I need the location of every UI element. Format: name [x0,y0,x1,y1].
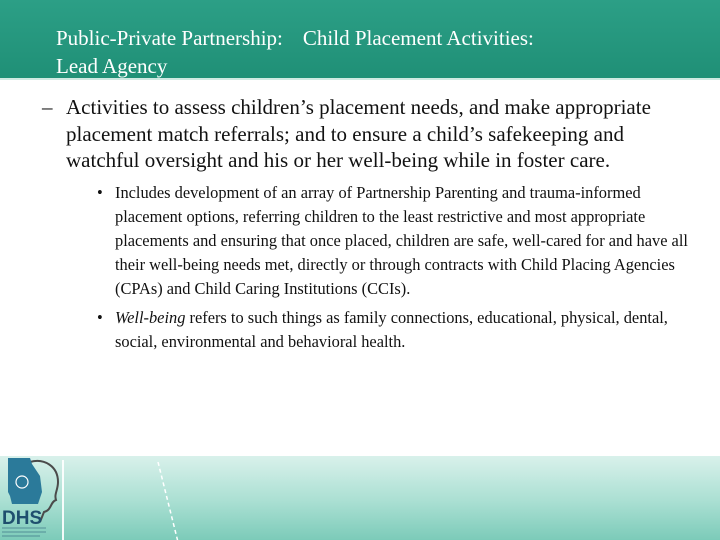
sub-bullet-2-text: refers to such things as family connections, educational, physical, dental, social, environmental and behavioral health. [115,307,668,351]
slide-title [56,24,696,80]
title-line-2: Lead Agency [56,54,168,78]
main-point [42,94,702,174]
georgia-map-icon [8,458,42,504]
decorative-dashed-line [150,462,190,540]
footer-band [0,456,720,540]
bullet-marker: • [97,307,103,327]
title-line-1 [56,24,696,52]
title-bar [0,0,720,80]
dash-marker: – [42,95,53,119]
sub-bullet-2 [97,306,695,354]
logo-acronym: DHS [2,508,43,529]
slide-body [42,94,702,354]
well-being-term: Well-being [115,307,186,327]
main-point-text: Activities to assess children’s placement needs, and make appropriate placement match referrals; and to ensure a child’s safekeeping and watchful oversight and his or her well-being while in foster care. [66,95,651,172]
sub-bullet-1-text: Includes development of an array of Partnership Parenting and trauma-informed placement options, referring children to the least restrictive and most appropriate placements and ensuring that once placed, children are safe, well-cared for and have all their well-being needs met, directly or through contracts with Child Placing Agencies (CPAs) and Child Caring Institutions (CCIs). [115,182,688,299]
bullet-marker: • [97,182,103,202]
title-part-2: Child Placement Activities: [302,26,534,50]
footer-divider [62,460,64,540]
sub-bullet-1 [97,181,695,302]
dhs-logo [0,452,62,540]
title-part-1: Public-Private Partnership: [56,26,283,50]
